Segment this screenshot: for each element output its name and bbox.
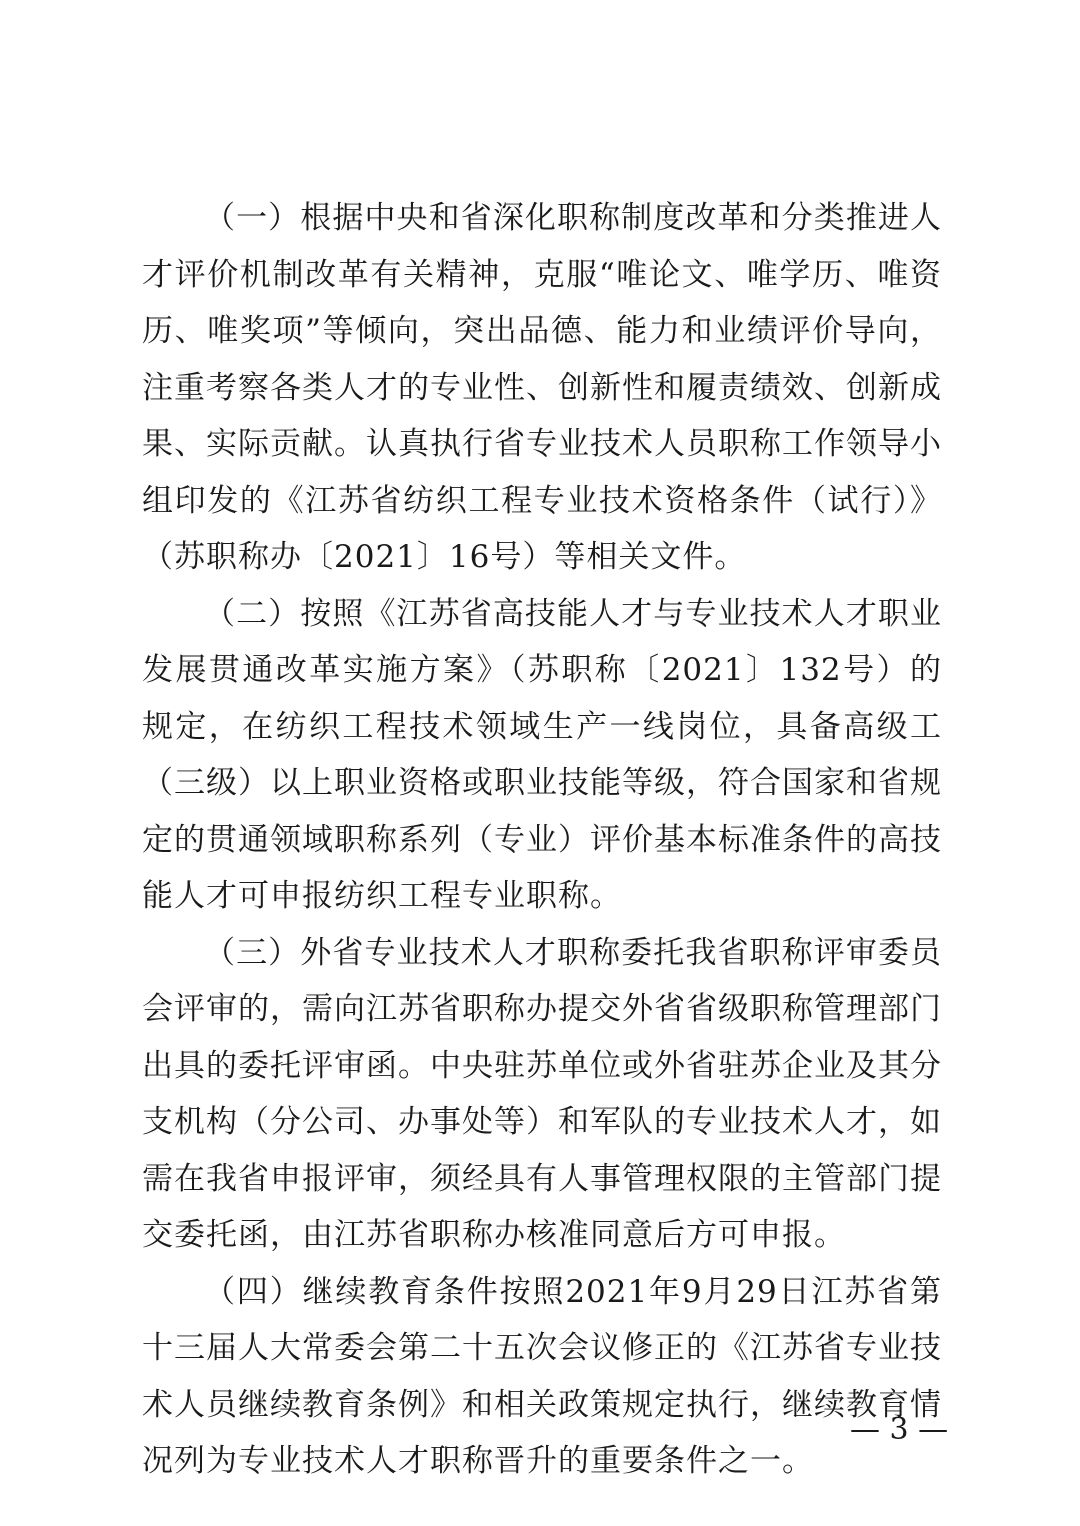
paragraph-1: （一）根据中央和省深化职称制度改革和分类推进人才评价机制改革有关精神，克服“唯论文、唯学历、唯资历、唯奖项”等倾向，突出品德、能力和业绩评价导向，注重考察各类人才的专业性、创新性和履责绩效、创新成果、实际贡献。认真执行省专业技术人员职称工作领导小组印发的《江苏省纺织工程专业技术资格条件（试行）》（苏职称办〔2021〕16号）等相关文件。 xyxy=(142,200,942,575)
paragraph-4: （四）继续教育条件按照2021年9月29日江苏省第十三届人大常委会第二十五次会议修正的《江苏省专业技术人员继续教育条例》和相关政策规定执行，继续教育情况列为专业技术人才职称晋升的重要条件之一。 xyxy=(142,1273,942,1479)
document-body xyxy=(142,190,942,1490)
page-number: — 3 — xyxy=(850,1412,949,1447)
paragraph-2: （二）按照《江苏省高技能人才与专业技术人才职业发展贯通改革实施方案》（苏职称〔2021〕132号）的规定，在纺织工程技术领域生产一线岗位，具备高级工（三级）以上职业资格或职业技能等级，符合国家和省规定的贯通领域职称系列（专业）评价基本标准条件的高技能人才可申报纺织工程专业职称。 xyxy=(142,595,942,914)
paragraph-3: （三）外省专业技术人才职称委托我省职称评审委员会评审的，需向江苏省职称办提交外省省级职称管理部门出具的委托评审函。中央驻苏单位或外省驻苏企业及其分支机构（分公司、办事处等）和军队的专业技术人才，如需在我省申报评审，须经具有人事管理权限的主管部门提交委托函，由江苏省职称办核准同意后方可申报。 xyxy=(142,934,942,1253)
